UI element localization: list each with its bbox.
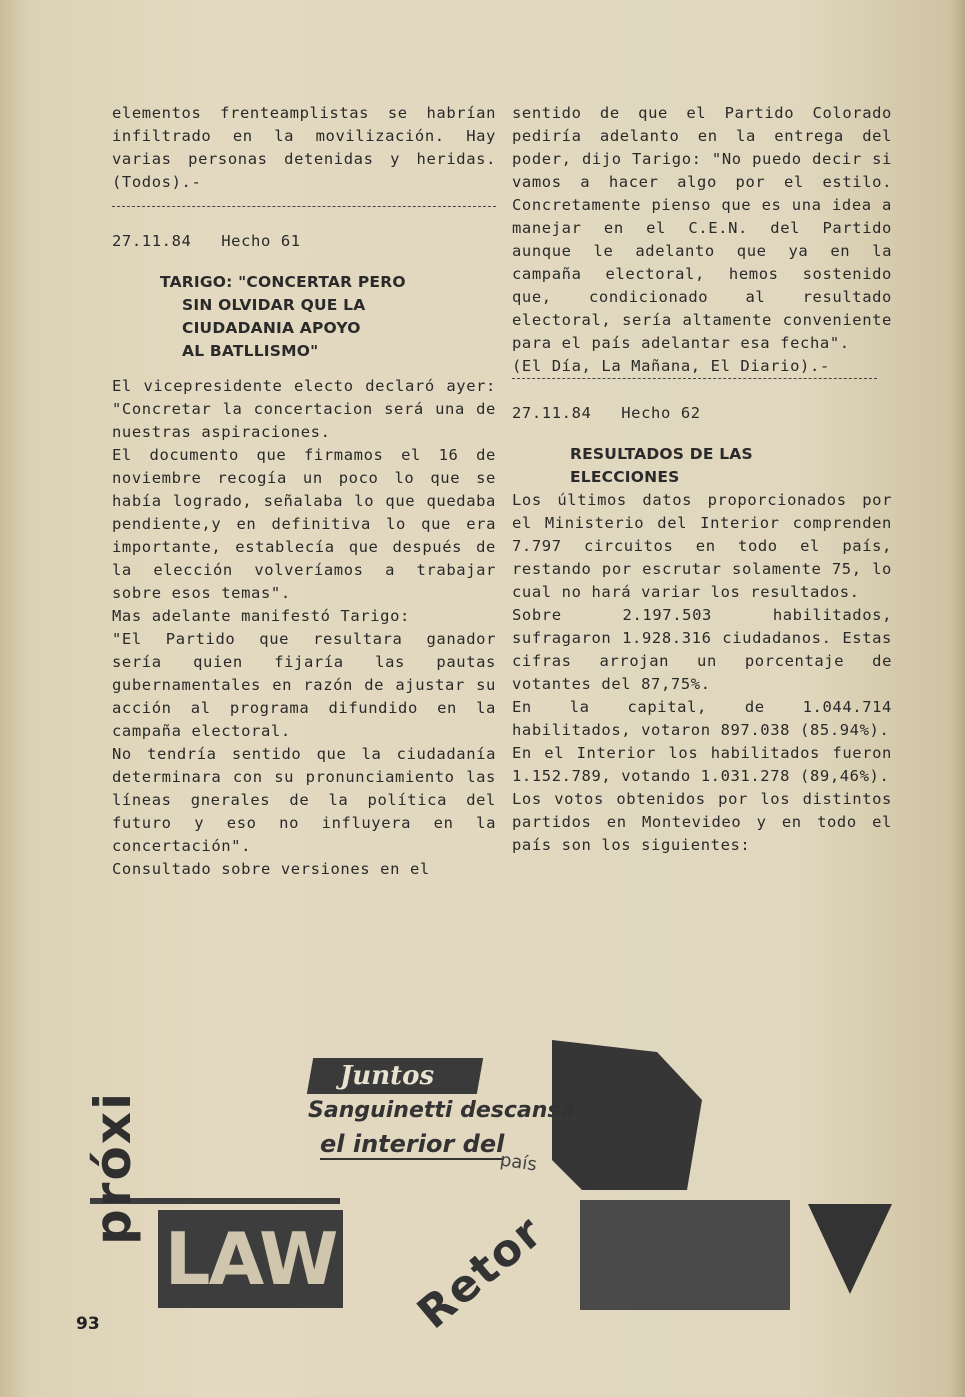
source-citation: (El Día, La Mañana, El Diario).- bbox=[512, 357, 830, 375]
law-text: LAW bbox=[164, 1217, 337, 1301]
law-block bbox=[158, 1210, 343, 1308]
entry-date-line: 27.11.84 Hecho 62 bbox=[512, 404, 701, 422]
body-paragraph: En el Interior los habilitados fueron 1.152.789, votando 1.031.278 (89,46%). bbox=[512, 744, 892, 785]
juntos-banner bbox=[307, 1058, 483, 1094]
body-paragraph: Mas adelante manifestó Tarigo: bbox=[112, 607, 410, 625]
headline-tarigo bbox=[160, 271, 496, 363]
headline-line: CIUDADANIA APOYO bbox=[182, 319, 361, 337]
juntos-text: Juntos bbox=[340, 1061, 435, 1091]
headline-line: RESULTADOS DE LAS bbox=[570, 445, 753, 463]
dashed-separator bbox=[512, 378, 877, 379]
clipping-headline-2: el interior del bbox=[320, 1130, 505, 1158]
body-paragraph: "El Partido que resultara ganador sería quien fijaría las pautas gubernamentales en razón de ajustar su acción al programa difundido en la campaña electoral. bbox=[112, 630, 496, 740]
headline-line: AL BATLLISMO" bbox=[182, 342, 319, 360]
right-column bbox=[512, 102, 892, 857]
clipping-vertical-text: próxi bbox=[84, 1090, 142, 1245]
body-paragraph: Los votos obtenidos por los distintos partidos en Montevideo y en todo el país son los siguientes: bbox=[512, 790, 892, 854]
intro-paragraph: elementos frenteamplistas se habrían infiltrado en la movilización. Hay varias personas detenidas y heridas. (Todos).- bbox=[112, 104, 496, 191]
clipping-headline-1: Sanguinetti descansa bbox=[308, 1098, 576, 1123]
clipping-rotated-text: Retor bbox=[408, 1205, 554, 1340]
left-column bbox=[112, 102, 496, 881]
body-paragraph: En la capital, de 1.044.714 habilitados, votaron 897.038 (85.94%). bbox=[512, 698, 892, 739]
headline-resultados bbox=[570, 443, 892, 489]
dashed-separator bbox=[112, 206, 496, 207]
headline-line: TARIGO: "CONCERTAR PERO bbox=[160, 273, 406, 291]
photo-fragment bbox=[580, 1200, 790, 1310]
body-paragraph: Consultado sobre versiones en el bbox=[112, 860, 430, 878]
body-paragraph: El vicepresidente electo declaró ayer: "Concretar la concertacion será una de nuestras aspiraciones. bbox=[112, 377, 496, 441]
body-paragraph: El documento que firmamos el 16 de noviembre recogía un poco lo que se había logrado, señalaba lo que quedaba pendiente,y en definitiva lo que era importante, establecía que después de la elección volveríamos a trabajar sobre esos temas". bbox=[112, 446, 496, 602]
clipping-word-pais: país bbox=[498, 1149, 539, 1176]
entry-date-line: 27.11.84 Hecho 61 bbox=[112, 232, 301, 250]
headline-line: SIN OLVIDAR QUE LA bbox=[182, 296, 366, 314]
headline-line: ELECCIONES bbox=[570, 468, 680, 486]
page-number: 93 bbox=[76, 1314, 100, 1334]
body-paragraph: No tendría sentido que la ciudadanía determinara con su pronunciamiento las líneas gnerales de la política del futuro y eso no influyera en la concertación". bbox=[112, 745, 496, 855]
body-paragraph: Los últimos datos proporcionados por el Ministerio del Interior comprenden 7.797 circuitos en todo el país, restando por escrutar solamente 75, lo cual no hará variar los resultados. bbox=[512, 491, 892, 601]
continuation-paragraph: sentido de que el Partido Colorado pediría adelanto en la entrega del poder, dijo Tarigo: "No puedo decir si vamos a hacer algo por el estilo. Concretamente pienso que es una idea a manejar en el C.E.N. del Partido aunque le adelanto que ya en la campaña electoral, hemos sostenido que, condicionado al resultado electoral, sería altamente conveniente para el país adelantar esa fecha". bbox=[512, 104, 892, 352]
body-paragraph: Sobre 2.197.503 habilitados, sufragaron 1.928.316 ciudadanos. Estas cifras arrojan un porcentaje de votantes del 87,75%. bbox=[512, 606, 892, 693]
triangle-shape bbox=[808, 1204, 892, 1294]
